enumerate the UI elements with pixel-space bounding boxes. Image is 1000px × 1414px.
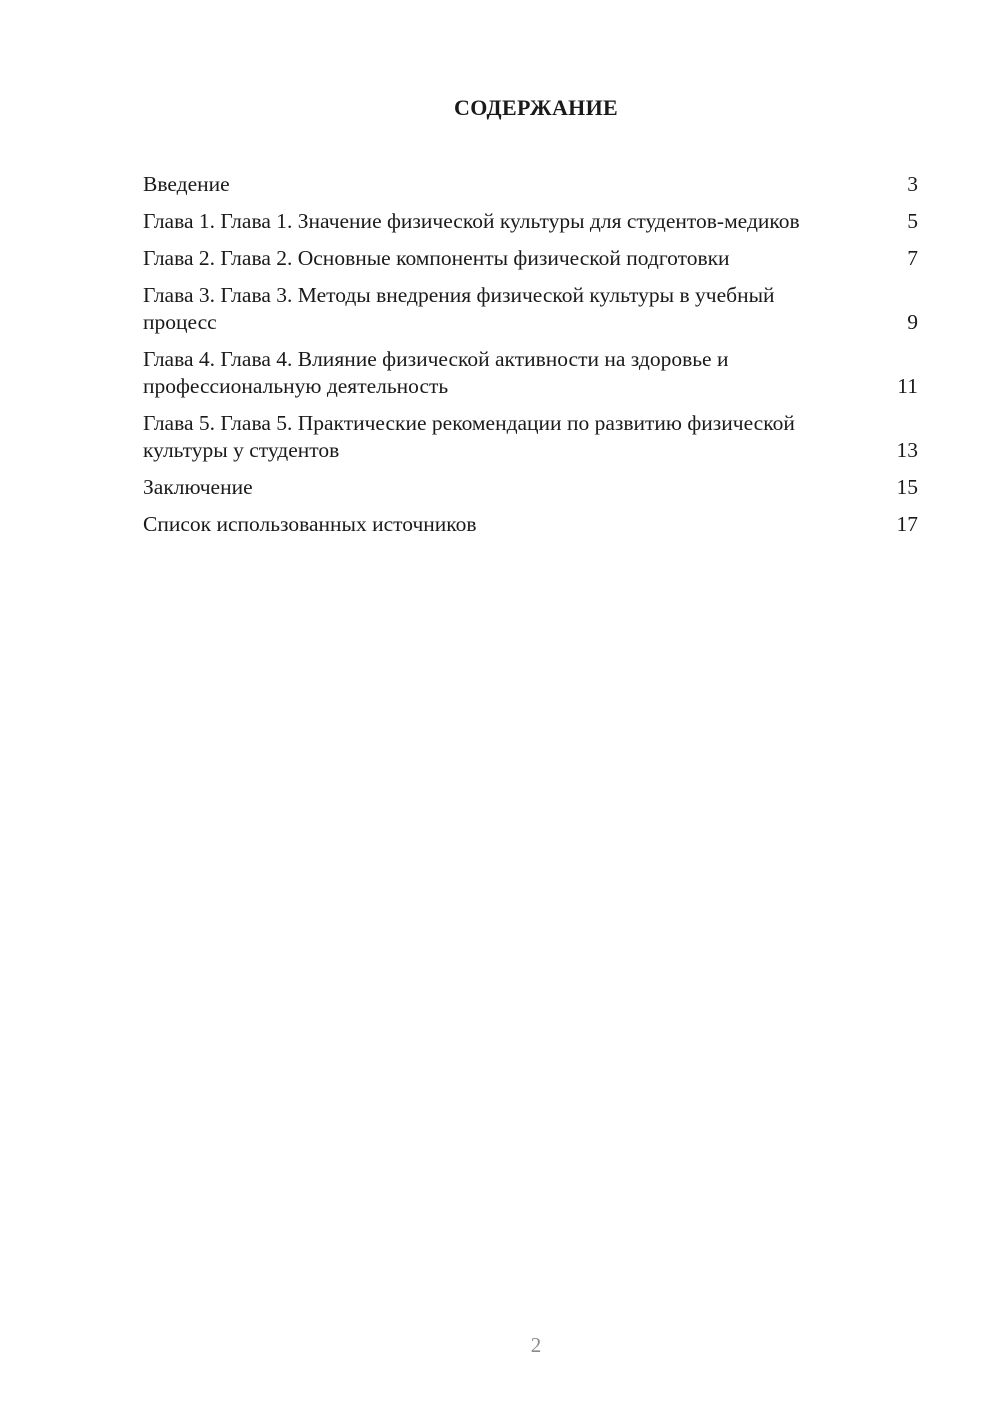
toc-entry-chapter-1[interactable]: [143, 208, 918, 235]
toc-entry-page-number: 15: [896, 475, 918, 499]
toc-entry-page-number: 17: [896, 512, 918, 536]
toc-entry-label: Глава 2. Глава 2. Основные компоненты физической подготовки: [143, 246, 730, 270]
toc-entry-page-number: 3: [907, 172, 918, 196]
toc-entry-page-number: 13: [896, 438, 918, 462]
toc-entry-label: Глава 3. Глава 3. Методы внедрения физической культуры в учебный процесс: [143, 283, 775, 334]
toc-entry-label: Глава 1. Глава 1. Значение физической культуры для студентов-медиков: [143, 209, 800, 233]
toc-entry-page-number: 9: [907, 310, 918, 334]
toc-entry-page-number: 5: [907, 209, 918, 233]
toc-title: СОДЕРЖАНИЕ: [454, 95, 618, 120]
toc-entry-chapter-2[interactable]: [143, 245, 918, 272]
toc-entry-page-number: 11: [897, 374, 918, 398]
toc-entry-label: Введение: [143, 172, 230, 196]
toc-entry-chapter-3[interactable]: [143, 282, 918, 336]
toc-entry-label: Глава 5. Глава 5. Практические рекомендации по развитию физической культуры у студентов: [143, 411, 795, 462]
toc-entry-chapter-4[interactable]: [143, 346, 918, 400]
toc-entry-label: Заключение: [143, 475, 253, 499]
toc-entry-introduction[interactable]: [143, 171, 918, 198]
table-of-contents: [143, 171, 918, 548]
toc-entry-page-number: 7: [907, 246, 918, 270]
toc-entry-conclusion[interactable]: [143, 474, 918, 501]
toc-entry-chapter-5[interactable]: [143, 410, 918, 464]
page-number: 2: [530, 1333, 542, 1357]
toc-entry-references[interactable]: [143, 511, 918, 538]
toc-entry-label: Глава 4. Глава 4. Влияние физической активности на здоровье и профессиональную деятельность: [143, 347, 729, 398]
toc-entry-label: Список использованных источников: [143, 512, 477, 536]
